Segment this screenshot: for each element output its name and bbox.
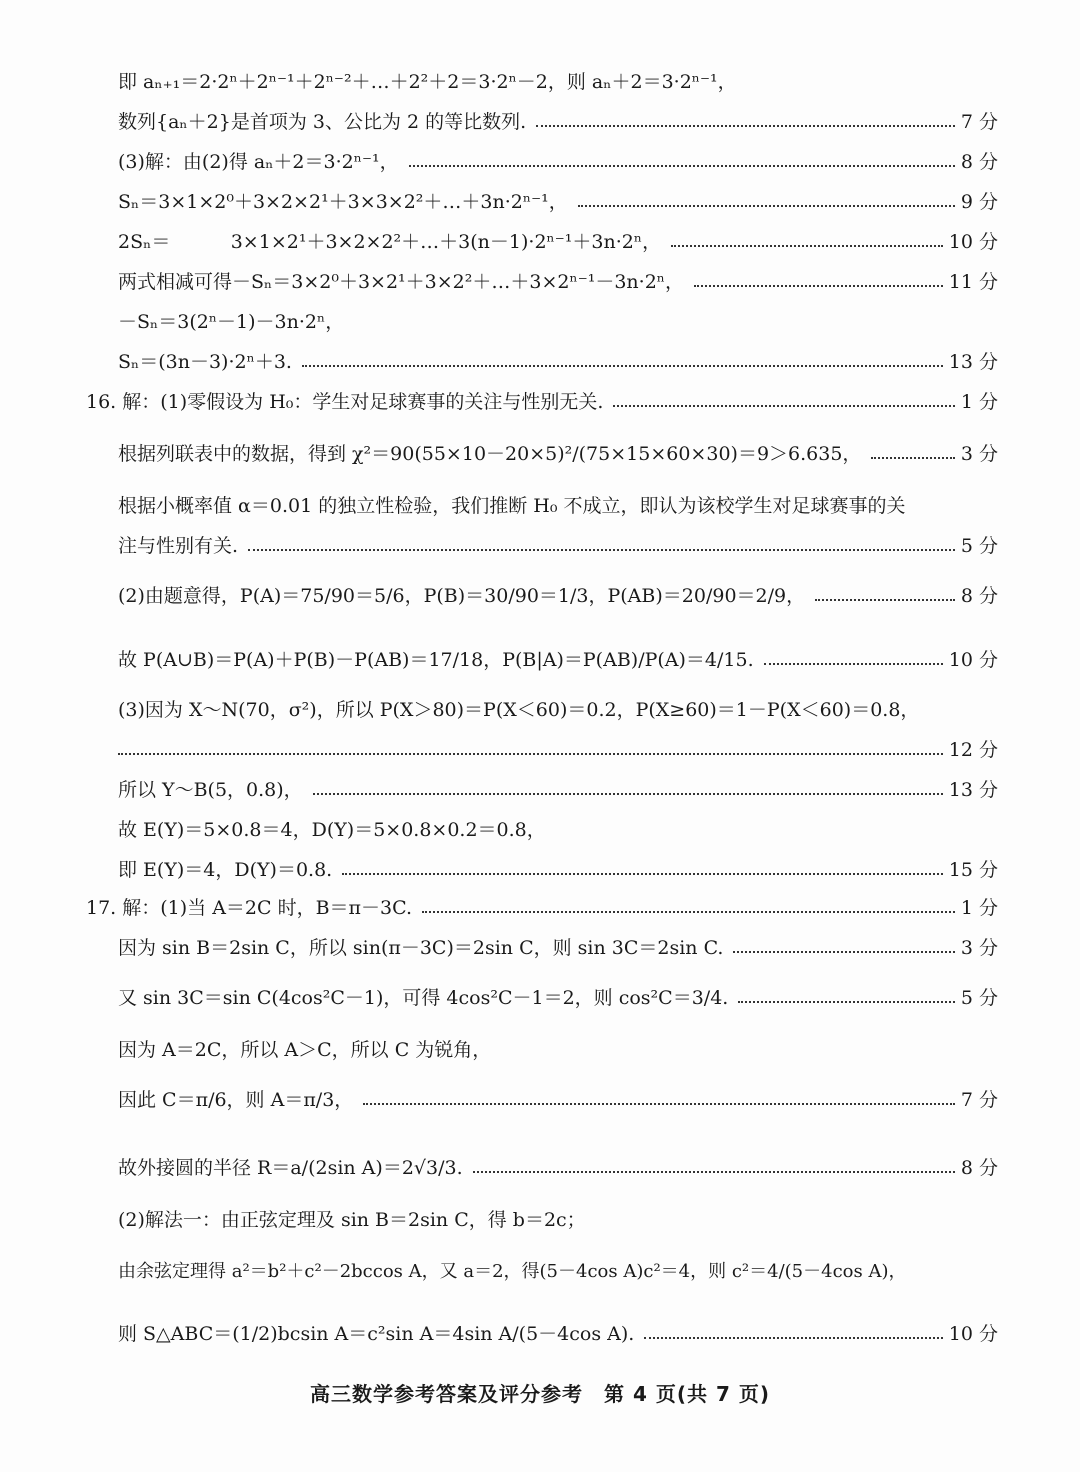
score-label: 9 分 xyxy=(960,191,998,213)
solution-line: 故 P(A∪B)＝P(A)＋P(B)－P(AB)＝17/18，P(B|A)＝P(AB)/P(A)＝4/15. 10 分 xyxy=(118,649,998,671)
solution-line: 即 E(Y)＝4，D(Y)＝0.8. 15 分 xyxy=(118,859,998,881)
solution-line xyxy=(118,738,998,762)
solution-line: 故外接圆的半径 R＝a/(2sin A)＝2√3/3. 8 分 xyxy=(118,1157,998,1179)
leader-dots xyxy=(473,1171,955,1173)
leader-dots xyxy=(363,1103,955,1105)
question-17-heading: 17. 解：(1)当 A＝2C 时，B＝π－3C. 1 分 xyxy=(86,897,998,919)
score-label: 13 分 xyxy=(948,779,998,801)
leader-dots xyxy=(671,245,943,247)
solution-line: 数列{aₙ＋2}是首项为 3、公比为 2 的等比数列. 7 分 xyxy=(118,111,998,133)
solution-line: 则 S△ABC＝(1/2)bcsin A＝c²sin A＝4sin A/(5－4cos A). 10 分 xyxy=(118,1323,998,1345)
solution-line: 注与性别有关. 5 分 xyxy=(118,535,998,557)
solution-line: 2Sₙ＝ 3×1×2¹＋3×2×2²＋…＋3(n－1)·2ⁿ⁻¹＋3n·2ⁿ， 10 分 xyxy=(118,231,998,253)
score-label: 12 分 xyxy=(948,739,998,761)
solution-line: (2)解法一：由正弦定理及 sin B＝2sin C，得 b＝2c； xyxy=(118,1209,586,1231)
leader-dots xyxy=(871,457,954,459)
solution-line: 所以 Y～B(5，0.8)， 13 分 xyxy=(118,779,998,801)
solution-line: 根据列联表中的数据，得到 χ²＝90(55×10－20×5)²/(75×15×60×30)＝9＞6.635， 3 分 xyxy=(118,443,998,465)
leader-dots xyxy=(536,125,955,127)
score-label: 5 分 xyxy=(960,535,998,557)
leader-dots xyxy=(613,405,954,407)
score-label: 1 分 xyxy=(960,391,998,413)
page-footer: 高三数学参考答案及评分参考 第 4 页(共 7 页) xyxy=(310,1382,770,1406)
solution-line: (2)由题意得，P(A)＝75/90＝5/6，P(B)＝30/90＝1/3，P(AB)＝20/90＝2/9， 8 分 xyxy=(118,585,998,607)
leader-dots xyxy=(409,165,955,167)
leader-dots xyxy=(313,793,943,795)
solution-line: 故 E(Y)＝5×0.8＝4，D(Y)＝5×0.8×0.2＝0.8， xyxy=(118,819,546,841)
solution-line: (3)解：由(2)得 aₙ＋2＝3·2ⁿ⁻¹， 8 分 xyxy=(118,151,998,173)
score-label: 3 分 xyxy=(960,443,998,465)
leader-dots xyxy=(733,951,954,953)
solution-line: 根据小概率值 α＝0.01 的独立性检验，我们推断 H₀ 不成立，即认为该校学生对足球赛事的关 xyxy=(118,495,906,517)
leader-dots xyxy=(644,1337,942,1339)
score-label: 7 分 xyxy=(960,111,998,133)
score-label: 11 分 xyxy=(948,271,998,293)
leader-dots xyxy=(694,285,943,287)
question-16-heading: 16. 解：(1)零假设为 H₀：学生对足球赛事的关注与性别无关. 1 分 xyxy=(86,391,998,413)
solution-line: Sₙ＝3×1×2⁰＋3×2×2¹＋3×3×2²＋…＋3n·2ⁿ⁻¹， 9 分 xyxy=(118,191,998,213)
solution-line: (3)因为 X～N(70，σ²)，所以 P(X＞80)＝P(X＜60)＝0.2，P(X≥60)＝1－P(X＜60)＝0.8， xyxy=(118,699,920,721)
leader-dots xyxy=(815,599,955,601)
score-label: 10 分 xyxy=(948,231,998,253)
solution-line: 由余弦定理得 a²＝b²＋c²－2bccos A，又 a＝2，得(5－4cos A)c²＝4，则 c²＝4/(5－4cos A)， xyxy=(118,1261,907,1282)
leader-dots xyxy=(422,911,955,913)
leader-dots xyxy=(738,1001,955,1003)
score-label: 13 分 xyxy=(948,351,998,373)
score-label: 1 分 xyxy=(960,897,998,919)
leader-dots xyxy=(302,365,943,367)
score-label: 7 分 xyxy=(960,1089,998,1111)
leader-dots xyxy=(578,205,955,207)
score-label: 8 分 xyxy=(960,585,998,607)
solution-line: 因为 sin B＝2sin C，所以 sin(π－3C)＝2sin C，则 sin 3C＝2sin C. 3 分 xyxy=(118,937,998,959)
score-label: 8 分 xyxy=(960,151,998,173)
score-label: 10 分 xyxy=(948,649,998,671)
score-label: 3 分 xyxy=(960,937,998,959)
solution-line: 因为 A＝2C，所以 A＞C，所以 C 为锐角， xyxy=(118,1039,492,1061)
solution-line: 因此 C＝π/6，则 A＝π/3， 7 分 xyxy=(118,1089,998,1111)
score-label: 15 分 xyxy=(948,859,998,881)
solution-line: 两式相减可得－Sₙ＝3×2⁰＋3×2¹＋3×2²＋…＋3×2ⁿ⁻¹－3n·2ⁿ， 11 分 xyxy=(118,271,998,293)
score-label: 10 分 xyxy=(948,1323,998,1345)
solution-line: Sₙ＝(3n－3)·2ⁿ＋3. 13 分 xyxy=(118,351,998,373)
leader-dots xyxy=(248,549,955,551)
score-label: 5 分 xyxy=(960,987,998,1009)
score-label: 8 分 xyxy=(960,1157,998,1179)
leader-dots xyxy=(764,663,943,665)
leader-dots xyxy=(342,873,943,875)
leader-dots xyxy=(118,753,943,755)
solution-line: 又 sin 3C＝sin C(4cos²C－1)，可得 4cos²C－1＝2，则 cos²C＝3/4. 5 分 xyxy=(118,987,998,1009)
solution-line: 即 aₙ₊₁＝2·2ⁿ＋2ⁿ⁻¹＋2ⁿ⁻²＋…＋2²＋2＝3·2ⁿ－2，则 aₙ＋2＝3·2ⁿ⁻¹， xyxy=(118,71,737,93)
solution-line: －Sₙ＝3(2ⁿ－1)－3n·2ⁿ， xyxy=(118,311,345,333)
